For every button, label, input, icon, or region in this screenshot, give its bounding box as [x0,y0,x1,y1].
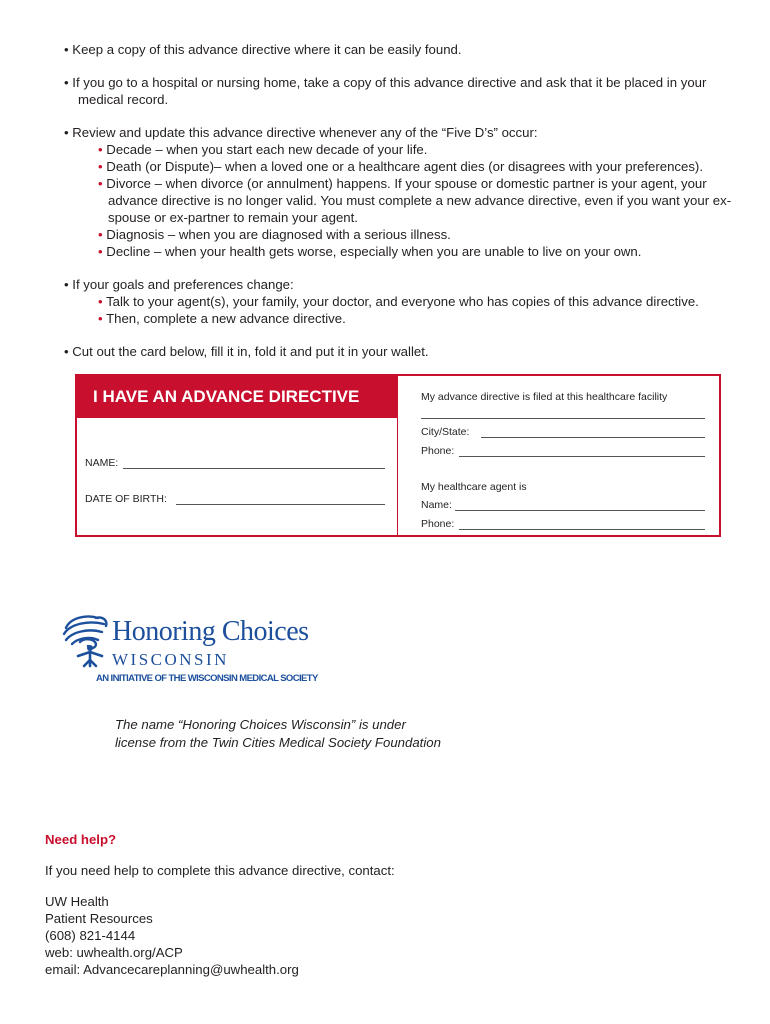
agent-label: My healthcare agent is [421,481,527,493]
sub-bullet-diagnosis: • Diagnosis – when you are diagnosed with a serious illness. [98,227,451,242]
facility-phone-label: Phone: [421,445,455,457]
city-state-line[interactable] [481,437,705,438]
contact-phone: (608) 821-4144 [45,928,136,943]
city-state-label: City/State: [421,426,470,438]
contact-email-link[interactable]: email: Advancecareplanning@uwhealth.org [45,962,299,977]
honoring-choices-logo [60,612,360,688]
name-line[interactable] [123,468,385,469]
sub-bullet-text: Then, complete a new advance directive. [106,311,346,326]
sub-bullet-text: Diagnosis – when you are diagnosed with a serious illness. [106,227,451,242]
bullet-goals-change: • If your goals and preferences change: • Talk to your agent(s), your family, your doctor, and everyone who has copies of this advance directive. • Then, complete a new advance directive. [64,276,734,327]
sub-bullet-talk: • Talk to your agent(s), your family, your doctor, and everyone who has copies of this advance directive. [98,294,699,309]
logo-title: Honoring Choices [112,616,309,647]
bullet-text: Review and update this advance directive whenever any of the “Five D’s” occur: [72,125,538,140]
contact-block [45,893,299,978]
dob-line[interactable] [176,504,385,505]
agent-phone-label: Phone: [421,518,455,530]
sub-bullet-divorce: • Divorce – when divorce (or annulment) happens. If your spouse or domestic partner is your agent, your advance directive is no longer valid. You must complete a new advance directive, even if you want your ex-spouse or ex-partner to remain your agent. [98,176,732,225]
bullet-text: If your goals and preferences change: [72,277,294,292]
agent-name-label: Name: [421,499,452,511]
name-label: NAME: [85,457,119,469]
sub-bullet-text: Talk to your agent(s), your family, your doctor, and everyone who has copies of this advance directive. [106,294,699,309]
dob-label: DATE OF BIRTH: [85,493,167,505]
contact-web-link[interactable]: web: uwhealth.org/ACP [45,945,183,960]
bullet-five-ds: • Review and update this advance directive whenever any of the “Five D’s” occur: • Decade – when you start each new decade of your life. • Death (or Dispute)– when a loved one or a healthcare agent dies (or disagrees with your preferences). • Divorce – when divorce (or annulment) happens. If your spouse or domestic partner is your agent, your advance directive is no longer valid. You must complete a new advance directive, even if you want your ex-spouse or ex-partner to remain your agent. • Diagnosis – when you are diagnosed with a serious illness. • Decline – when your health gets worse, especially when you are unable to live on your own. [64,124,734,260]
sub-bullet-death: • Death (or Dispute)– when a loved one or a healthcare agent dies (or disagrees with your preferences). [98,159,703,174]
sub-bullet-text: Death (or Dispute)– when a loved one or a healthcare agent dies (or disagrees with your preferences). [106,159,703,174]
sub-bullet-text: Decline – when your health gets worse, especially when you are unable to live on your own. [106,244,642,259]
instructions-list [64,41,734,376]
sub-bullet-decline: • Decline – when your health gets worse, especially when you are unable to live on your own. [98,244,642,259]
card-divider [397,376,398,535]
sub-bullet-complete: • Then, complete a new advance directive. [98,311,346,326]
license-line-1: The name “Honoring Choices Wisconsin” is under [115,717,406,732]
wallet-card [75,374,721,537]
logo-tagline: AN INITIATIVE OF THE WISCONSIN MEDICAL SOCIETY [96,673,318,684]
agent-name-line[interactable] [455,510,705,511]
bullet-keep-copy: • Keep a copy of this advance directive where it can be easily found. [64,42,462,57]
swirl-figure-icon [60,612,120,670]
bullet-text: Keep a copy of this advance directive where it can be easily found. [72,42,462,57]
need-help-heading: Need help? [45,832,117,847]
bullet-text: If you go to a hospital or nursing home, take a copy of this advance directive and ask that it be placed in your medical record. [72,75,707,107]
need-help-text: If you need help to complete this advance directive, contact: [45,863,395,878]
bullet-hospital: • If you go to a hospital or nursing home, take a copy of this advance directive and ask that it be placed in your medical record. [64,75,707,107]
facility-phone-line[interactable] [459,456,705,457]
contact-org: UW Health [45,894,109,909]
agent-phone-line[interactable] [459,529,705,530]
card-title: I HAVE AN ADVANCE DIRECTIVE [77,376,397,418]
bullet-cut-card: • Cut out the card below, fill it in, fold it and put it in your wallet. [64,344,429,359]
sub-bullet-text: Decade – when you start each new decade of your life. [106,142,428,157]
facility-line[interactable] [421,418,705,419]
facility-label: My advance directive is filed at this healthcare facility [421,391,668,403]
logo-subtitle: WISCONSIN [112,650,229,669]
license-note [115,716,441,752]
license-line-2: license from the Twin Cities Medical Society Foundation [115,735,441,750]
sub-bullet-text: Divorce – when divorce (or annulment) happens. If your spouse or domestic partner is your agent, your advance directive is no longer valid. You must complete a new advance directive, even if you want your ex-spouse or ex-partner to remain your agent. [106,176,732,225]
contact-dept: Patient Resources [45,911,153,926]
bullet-text: Cut out the card below, fill it in, fold it and put it in your wallet. [72,344,429,359]
sub-bullet-decade: • Decade – when you start each new decade of your life. [98,142,428,157]
